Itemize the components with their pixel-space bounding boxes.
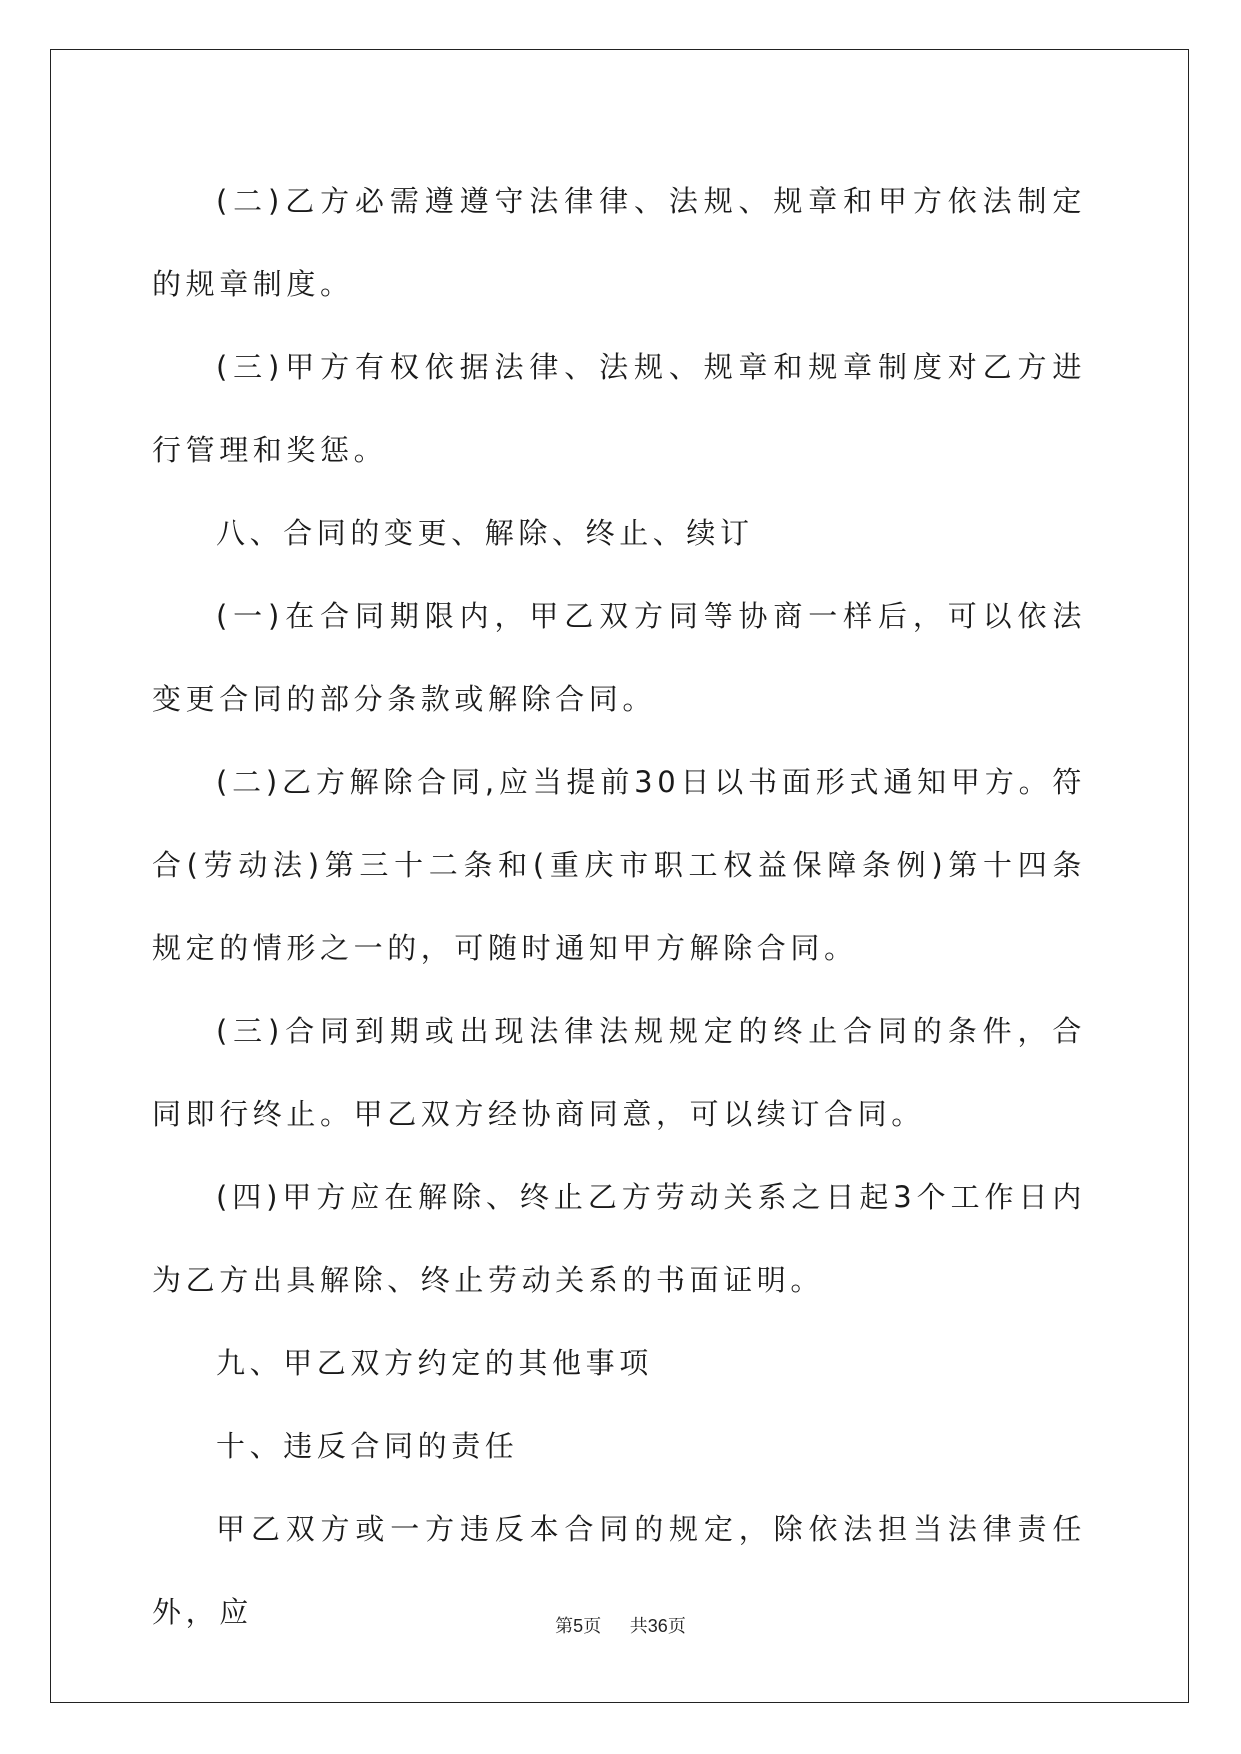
paragraph-clause-2: (二)乙方必需遵遵守法律律、法规、规章和甲方依法制定的规章制度。 <box>152 184 1086 301</box>
section-heading-9: 九、甲乙双方约定的其他事项 <box>216 1346 653 1380</box>
paragraph-8-2: (二)乙方解除合同,应当提前30日以书面形式通知甲方。符合(劳动法)第三十二条和(重庆市职工权益保障条例)第十四条规定的情形之一的，可随时通知甲方解除合同。 <box>152 765 1086 965</box>
page-prefix: 第 <box>555 1616 574 1637</box>
paragraph-8-1: (一)在合同期限内，甲乙双方同等协商一样后，可以依法变更合同的部分条款或解除合同。 <box>152 599 1086 716</box>
total-pages: 36 <box>647 1616 668 1636</box>
page-number: 5 <box>573 1616 584 1636</box>
section-heading-8: 八、合同的变更、解除、终止、续订 <box>216 516 754 550</box>
page-footer <box>0 1612 1241 1638</box>
paragraph-8-3: (三)合同到期或出现法律法规规定的终止合同的条件，合同即行终止。甲乙双方经协商同意，可以续订合同。 <box>152 1014 1086 1131</box>
total-prefix: 共 <box>629 1616 648 1637</box>
paragraph-8-4: (四)甲方应在解除、终止乙方劳动关系之日起3个工作日内为乙方出具解除、终止劳动关系的书面证明。 <box>152 1180 1086 1297</box>
paragraph-clause-3: (三)甲方有权依据法律、法规、规章和规章制度对乙方进行管理和奖惩。 <box>152 350 1086 467</box>
section-heading-10: 十、违反合同的责任 <box>216 1429 519 1463</box>
paragraph-10-body: 甲乙双方或一方违反本合同的规定，除依法担当法律责任外，应 <box>152 1512 1086 1629</box>
page-suffix: 页 <box>583 1616 602 1637</box>
document-body <box>152 160 1086 1654</box>
total-suffix: 页 <box>667 1616 686 1637</box>
